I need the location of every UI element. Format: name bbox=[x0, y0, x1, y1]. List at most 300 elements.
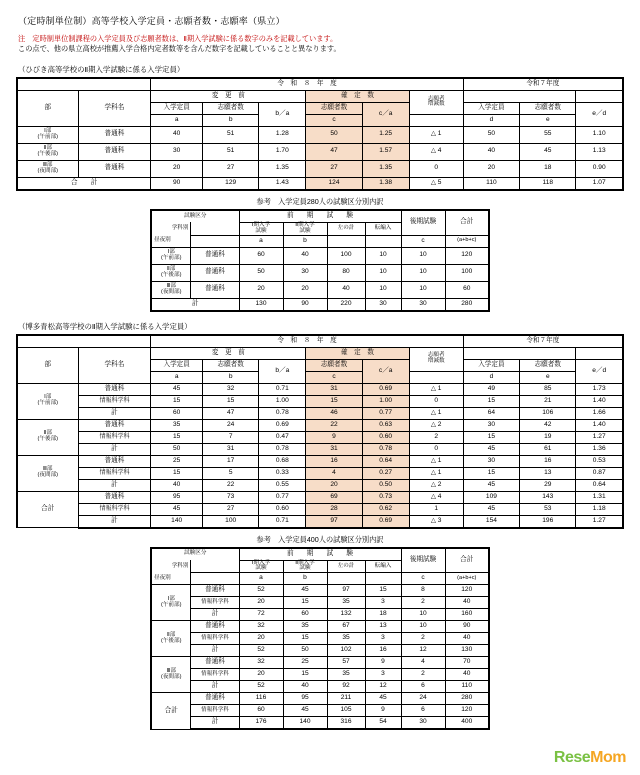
row-b: 140 bbox=[283, 717, 327, 730]
row-course: 普通科 bbox=[191, 621, 239, 633]
row-e: 106 bbox=[520, 407, 576, 419]
row-dept: Ⅰ部 (午前部) bbox=[17, 126, 78, 143]
row-ca: 0.60 bbox=[362, 431, 409, 443]
section1-year-right: 令和７年度 bbox=[463, 78, 623, 91]
row-total-label: 計 bbox=[151, 298, 239, 311]
table-row bbox=[151, 693, 489, 705]
header-d-label: 入学定員 bbox=[463, 102, 519, 114]
row-ten: 9 bbox=[365, 705, 401, 717]
table-row-total bbox=[17, 177, 623, 190]
row-sum: 67 bbox=[327, 621, 365, 633]
header-dept-row: 昼夜別 bbox=[151, 235, 191, 247]
row-a: 20 bbox=[239, 669, 283, 681]
header-sum-left: 左の計 bbox=[327, 560, 365, 573]
row-inc: 1 bbox=[409, 503, 463, 515]
row-sum: 102 bbox=[327, 645, 365, 657]
row-inc: △ 3 bbox=[409, 515, 463, 528]
row-sum: 132 bbox=[327, 609, 365, 621]
page-title: （定時制単位制）高等学校入学定員・志願者数・志願率（県立） bbox=[18, 16, 285, 26]
header-total: 合計 bbox=[445, 548, 489, 573]
row-d: 20 bbox=[463, 160, 519, 177]
header-ed: e／d bbox=[576, 359, 623, 383]
row-course: 普通科 bbox=[191, 281, 239, 298]
row-sum: 97 bbox=[327, 585, 365, 597]
row-sum: 316 bbox=[327, 717, 365, 730]
row-d: 15 bbox=[463, 395, 519, 407]
row-course: 普通科 bbox=[78, 455, 151, 467]
row-b: 15 bbox=[283, 597, 327, 609]
row-dept: 合計 bbox=[17, 491, 78, 528]
row-ten: 18 bbox=[365, 609, 401, 621]
row-e: 118 bbox=[520, 177, 576, 190]
row-course: 普通科 bbox=[191, 247, 239, 264]
header-course-row: 学科別 bbox=[151, 222, 191, 235]
row-course: 計 bbox=[78, 515, 151, 528]
row-a: 60 bbox=[151, 407, 203, 419]
row-dept: 合計 bbox=[151, 693, 191, 730]
table-row bbox=[17, 419, 623, 431]
row-e: 19 bbox=[520, 431, 576, 443]
row-course: 普通科 bbox=[78, 143, 151, 160]
header-c: c bbox=[401, 573, 445, 585]
row-c: 30 bbox=[401, 717, 445, 730]
row-ba: 0.71 bbox=[259, 383, 306, 395]
row-inc: △ 4 bbox=[409, 143, 463, 160]
header-sum-left: 左の計 bbox=[327, 222, 365, 235]
row-b: 5 bbox=[203, 467, 259, 479]
header-ratio-ba: b／a bbox=[259, 102, 306, 126]
row-course: 計 bbox=[78, 479, 151, 491]
header-applicant-increase: 志願者 増減数 bbox=[409, 90, 463, 114]
row-b: 60 bbox=[283, 609, 327, 621]
table-row bbox=[17, 395, 623, 407]
row-ca: 0.63 bbox=[362, 419, 409, 431]
row-course: 情報科学科 bbox=[78, 431, 151, 443]
row-b: 27 bbox=[203, 160, 259, 177]
row-dept: Ⅱ部 (午後部) bbox=[151, 621, 191, 657]
row-b: 17 bbox=[203, 455, 259, 467]
row-ten: 16 bbox=[365, 645, 401, 657]
header-abc: (a+b+c) bbox=[445, 235, 489, 247]
row-ed: 0.64 bbox=[576, 479, 623, 491]
row-ba: 0.78 bbox=[259, 407, 306, 419]
row-ed: 1.40 bbox=[576, 395, 623, 407]
row-total: 280 bbox=[445, 298, 489, 311]
row-a: 116 bbox=[239, 693, 283, 705]
row-c: 4 bbox=[401, 657, 445, 669]
row-ten: 10 bbox=[365, 281, 401, 298]
row-dept: Ⅱ部 (午後部) bbox=[151, 264, 191, 281]
row-course: 普通科 bbox=[78, 491, 151, 503]
row-ca: 0.27 bbox=[362, 467, 409, 479]
row-d: 109 bbox=[463, 491, 519, 503]
row-c: 27 bbox=[306, 160, 362, 177]
row-sum: 92 bbox=[327, 681, 365, 693]
row-a: 15 bbox=[151, 395, 203, 407]
row-dept: Ⅲ部 (夜間部) bbox=[17, 455, 78, 491]
table-row bbox=[151, 645, 489, 657]
row-b: 15 bbox=[283, 633, 327, 645]
header-ratio-ba: b／a bbox=[259, 359, 306, 383]
row-ba: 0.47 bbox=[259, 431, 306, 443]
header-e: e bbox=[520, 114, 576, 126]
row-a: 45 bbox=[151, 383, 203, 395]
row-ten: 15 bbox=[365, 585, 401, 597]
row-ed: 1.27 bbox=[576, 431, 623, 443]
row-course: 計 bbox=[191, 681, 239, 693]
row-ed: 1.73 bbox=[576, 383, 623, 395]
row-d: 40 bbox=[463, 143, 519, 160]
row-d: 45 bbox=[463, 503, 519, 515]
row-d: 30 bbox=[463, 455, 519, 467]
header-group-before: 変 更 前 bbox=[151, 347, 306, 359]
table-row bbox=[151, 609, 489, 621]
section1-table bbox=[16, 77, 624, 191]
row-dept: Ⅱ部 (午後部) bbox=[17, 143, 78, 160]
row-c: 24 bbox=[401, 693, 445, 705]
row-d: 154 bbox=[463, 515, 519, 528]
row-b: 51 bbox=[203, 143, 259, 160]
row-b: 30 bbox=[283, 264, 327, 281]
note-line-2: この点で、他の県立高校が推薦入学合格内定者数等を含んだ数字を記載していることと異なります。 bbox=[18, 44, 341, 54]
header-inc-blank bbox=[409, 114, 463, 126]
row-c: 6 bbox=[401, 681, 445, 693]
row-b: 100 bbox=[203, 515, 259, 528]
header-tennyu: 転編入 bbox=[365, 560, 401, 573]
row-a: 20 bbox=[239, 281, 283, 298]
row-c: 69 bbox=[306, 491, 362, 503]
header-zenki: 前 期 試 験 bbox=[239, 548, 401, 561]
row-a: 20 bbox=[239, 597, 283, 609]
header-tennyu: 転編入 bbox=[365, 222, 401, 235]
row-a: 52 bbox=[239, 585, 283, 597]
note-line-1: 注 定時制単位制課程の入学定員及び志願者数は、Ⅱ期入学試験に係る数字のみを記載しています。 bbox=[18, 34, 338, 43]
row-total: 160 bbox=[445, 609, 489, 621]
header-b: b bbox=[203, 371, 259, 383]
section1-year-left: 令 和 ８ 年 度 bbox=[151, 78, 463, 91]
row-course: 情報科学科 bbox=[191, 669, 239, 681]
row-b: 90 bbox=[283, 298, 327, 311]
row-course: 普通科 bbox=[78, 383, 151, 395]
row-a: 30 bbox=[151, 143, 203, 160]
row-c: 31 bbox=[306, 383, 362, 395]
header-e-label: 志願者数 bbox=[520, 102, 576, 114]
header-ratio-ca: c／a bbox=[362, 359, 409, 383]
header-kouki: 後期試験 bbox=[401, 210, 445, 235]
row-dept: Ⅲ部 (夜間部) bbox=[151, 657, 191, 693]
header-division: 試験区分 bbox=[151, 210, 239, 223]
table-row bbox=[151, 621, 489, 633]
row-course: 計 bbox=[191, 645, 239, 657]
row-a: 25 bbox=[151, 455, 203, 467]
row-ed: 0.87 bbox=[576, 467, 623, 479]
header-group-fixed: 確 定 数 bbox=[306, 347, 409, 359]
row-ca: 0.50 bbox=[362, 479, 409, 491]
row-course: 普通科 bbox=[191, 585, 239, 597]
row-ten: 54 bbox=[365, 717, 401, 730]
row-inc: △ 2 bbox=[409, 479, 463, 491]
section2-ref-heading: 参考 入学定員400人の試験区分別内訳 bbox=[256, 534, 384, 544]
header-b: b bbox=[203, 114, 259, 126]
row-a: 35 bbox=[151, 419, 203, 431]
row-a: 50 bbox=[151, 443, 203, 455]
row-d: 30 bbox=[463, 419, 519, 431]
row-sum: 40 bbox=[327, 281, 365, 298]
table-row bbox=[151, 264, 489, 281]
table-row bbox=[151, 657, 489, 669]
row-inc: △ 4 bbox=[409, 491, 463, 503]
row-ten: 45 bbox=[365, 693, 401, 705]
row-e: 13 bbox=[520, 467, 576, 479]
row-c: 12 bbox=[401, 645, 445, 657]
row-ca: 0.77 bbox=[362, 407, 409, 419]
row-d: 15 bbox=[463, 467, 519, 479]
row-c: 30 bbox=[401, 298, 445, 311]
row-b: 50 bbox=[283, 645, 327, 657]
row-course: 計 bbox=[191, 609, 239, 621]
row-total: 40 bbox=[445, 597, 489, 609]
row-sum: 35 bbox=[327, 669, 365, 681]
row-ed: 1.31 bbox=[576, 491, 623, 503]
row-c: 20 bbox=[306, 479, 362, 491]
row-a: 15 bbox=[151, 467, 203, 479]
row-inc: △ 1 bbox=[409, 455, 463, 467]
row-ten: 10 bbox=[365, 264, 401, 281]
table-row bbox=[17, 467, 623, 479]
row-inc: △ 2 bbox=[409, 419, 463, 431]
row-e: 29 bbox=[520, 479, 576, 491]
row-c: 4 bbox=[306, 467, 362, 479]
row-b: 31 bbox=[203, 443, 259, 455]
table-row bbox=[17, 143, 623, 160]
row-ed: 1.66 bbox=[576, 407, 623, 419]
header-c: c bbox=[401, 235, 445, 247]
row-d: 64 bbox=[463, 407, 519, 419]
header-division: 試験区分 bbox=[151, 548, 239, 561]
row-b: 22 bbox=[203, 479, 259, 491]
row-e: 45 bbox=[520, 143, 576, 160]
row-sum: 220 bbox=[327, 298, 365, 311]
table-row bbox=[151, 705, 489, 717]
row-ten: 30 bbox=[365, 298, 401, 311]
row-ba: 1.28 bbox=[259, 126, 306, 143]
table-row bbox=[151, 669, 489, 681]
row-a: 52 bbox=[239, 645, 283, 657]
section2-year-right: 令和７年度 bbox=[463, 335, 623, 348]
row-ca: 0.69 bbox=[362, 383, 409, 395]
row-c: 124 bbox=[306, 177, 362, 190]
row-ba: 0.77 bbox=[259, 491, 306, 503]
row-inc: △ 5 bbox=[409, 177, 463, 190]
row-a: 45 bbox=[151, 503, 203, 515]
row-ed: 0.53 bbox=[576, 455, 623, 467]
row-dept: Ⅰ部 (午前部) bbox=[151, 247, 191, 264]
row-b: 25 bbox=[283, 657, 327, 669]
section2-table bbox=[16, 334, 624, 529]
row-ca: 1.00 bbox=[362, 395, 409, 407]
row-ca: 1.57 bbox=[362, 143, 409, 160]
row-course: 情報科学科 bbox=[191, 597, 239, 609]
row-a: 32 bbox=[239, 657, 283, 669]
table-row bbox=[17, 431, 623, 443]
row-total: 90 bbox=[445, 621, 489, 633]
row-c: 10 bbox=[401, 264, 445, 281]
row-dept: Ⅰ部 (午前部) bbox=[17, 383, 78, 419]
row-b: 51 bbox=[203, 126, 259, 143]
header-ed: e／d bbox=[576, 102, 623, 126]
header-c: c bbox=[306, 371, 362, 383]
row-course: 情報科学科 bbox=[191, 705, 239, 717]
row-e: 143 bbox=[520, 491, 576, 503]
section1-ref-table bbox=[150, 209, 490, 312]
row-ed: 1.07 bbox=[576, 177, 623, 190]
row-a: 20 bbox=[239, 633, 283, 645]
row-total: 60 bbox=[445, 281, 489, 298]
header-course: 学科名 bbox=[78, 347, 151, 383]
row-c: 10 bbox=[401, 281, 445, 298]
header-i-nyu: Ⅰ期入学 試験 bbox=[239, 222, 283, 235]
row-ed: 1.27 bbox=[576, 515, 623, 528]
row-e: 61 bbox=[520, 443, 576, 455]
row-ca: 0.69 bbox=[362, 515, 409, 528]
header-applicants: 志願者数 bbox=[203, 359, 259, 371]
table-row bbox=[151, 633, 489, 645]
row-e: 53 bbox=[520, 503, 576, 515]
row-ba: 0.71 bbox=[259, 515, 306, 528]
row-ten: 10 bbox=[365, 247, 401, 264]
row-total: 70 bbox=[445, 657, 489, 669]
row-a: 15 bbox=[151, 431, 203, 443]
row-ba: 0.69 bbox=[259, 419, 306, 431]
row-course: 情報科学科 bbox=[191, 633, 239, 645]
row-dept: Ⅰ部 (午前部) bbox=[151, 585, 191, 621]
row-ca: 1.35 bbox=[362, 160, 409, 177]
row-inc: △ 1 bbox=[409, 467, 463, 479]
row-ed: 1.13 bbox=[576, 143, 623, 160]
header-dept: 部 bbox=[17, 90, 78, 126]
table-row-total bbox=[17, 515, 623, 528]
row-b: 15 bbox=[283, 669, 327, 681]
header-b: b bbox=[283, 573, 327, 585]
row-e: 196 bbox=[520, 515, 576, 528]
row-course: 普通科 bbox=[191, 657, 239, 669]
row-sum: 105 bbox=[327, 705, 365, 717]
header-b: b bbox=[283, 235, 327, 247]
table-row-total bbox=[151, 717, 489, 730]
row-ten: 9 bbox=[365, 657, 401, 669]
row-sum: 80 bbox=[327, 264, 365, 281]
row-c: 50 bbox=[306, 126, 362, 143]
row-a: 50 bbox=[239, 264, 283, 281]
header-a: a bbox=[239, 235, 283, 247]
row-a: 60 bbox=[239, 705, 283, 717]
row-b: 32 bbox=[203, 383, 259, 395]
row-ca: 0.64 bbox=[362, 455, 409, 467]
row-total: 40 bbox=[445, 669, 489, 681]
row-total: 280 bbox=[445, 693, 489, 705]
row-b: 15 bbox=[203, 395, 259, 407]
row-a: 95 bbox=[151, 491, 203, 503]
row-b: 35 bbox=[283, 621, 327, 633]
row-ed: 1.18 bbox=[576, 503, 623, 515]
row-course: 普通科 bbox=[78, 419, 151, 431]
header-course: 学科名 bbox=[78, 90, 151, 126]
row-dept: Ⅱ部 (午後部) bbox=[17, 419, 78, 455]
row-b: 27 bbox=[203, 503, 259, 515]
row-sum: 57 bbox=[327, 657, 365, 669]
table-row bbox=[17, 407, 623, 419]
row-d: 50 bbox=[463, 126, 519, 143]
header-a: a bbox=[151, 114, 203, 126]
row-c: 15 bbox=[306, 395, 362, 407]
row-a: 90 bbox=[151, 177, 203, 190]
row-ten: 3 bbox=[365, 597, 401, 609]
row-ed: 0.90 bbox=[576, 160, 623, 177]
row-b: 95 bbox=[283, 693, 327, 705]
row-a: 60 bbox=[239, 247, 283, 264]
row-inc: △ 1 bbox=[409, 126, 463, 143]
row-ed: 1.40 bbox=[576, 419, 623, 431]
header-a: a bbox=[151, 371, 203, 383]
header-zenki: 前 期 試 験 bbox=[239, 210, 401, 223]
row-ten: 12 bbox=[365, 681, 401, 693]
row-ba: 0.60 bbox=[259, 503, 306, 515]
row-c: 10 bbox=[401, 609, 445, 621]
row-ca: 1.38 bbox=[362, 177, 409, 190]
row-total: 120 bbox=[445, 247, 489, 264]
row-ca: 0.62 bbox=[362, 503, 409, 515]
row-total: 130 bbox=[445, 645, 489, 657]
header-a: a bbox=[239, 573, 283, 585]
row-sum: 100 bbox=[327, 247, 365, 264]
row-c: 10 bbox=[401, 247, 445, 264]
row-course: 普通科 bbox=[78, 126, 151, 143]
row-c: 9 bbox=[306, 431, 362, 443]
row-c: 28 bbox=[306, 503, 362, 515]
header-group-before: 変 更 前 bbox=[151, 90, 306, 102]
row-inc: △ 1 bbox=[409, 383, 463, 395]
row-inc: △ 1 bbox=[409, 407, 463, 419]
row-a: 72 bbox=[239, 609, 283, 621]
row-inc: 0 bbox=[409, 443, 463, 455]
row-total: 120 bbox=[445, 705, 489, 717]
row-d: 110 bbox=[463, 177, 519, 190]
row-sum: 35 bbox=[327, 633, 365, 645]
table-row bbox=[17, 383, 623, 395]
section2-heading: （博多青松高等学校のⅡ期入学試験に係る入学定員） bbox=[18, 321, 192, 331]
row-inc: 0 bbox=[409, 395, 463, 407]
row-e: 42 bbox=[520, 419, 576, 431]
header-admit: 入学定員 bbox=[151, 102, 203, 114]
row-b: 20 bbox=[283, 281, 327, 298]
header-group-fixed: 確 定 数 bbox=[306, 90, 409, 102]
table-row bbox=[17, 491, 623, 503]
row-course: 情報科学科 bbox=[78, 503, 151, 515]
row-ca: 0.73 bbox=[362, 491, 409, 503]
table-row bbox=[151, 585, 489, 597]
row-ba: 1.70 bbox=[259, 143, 306, 160]
row-e: 16 bbox=[520, 455, 576, 467]
header-c: c bbox=[306, 114, 362, 126]
row-b: 73 bbox=[203, 491, 259, 503]
row-c: 31 bbox=[306, 443, 362, 455]
row-course: 計 bbox=[78, 407, 151, 419]
row-course: 普通科 bbox=[78, 160, 151, 177]
row-b: 40 bbox=[283, 247, 327, 264]
row-course: 情報科学科 bbox=[78, 467, 151, 479]
row-dept: Ⅲ部 (夜間部) bbox=[17, 160, 78, 177]
header-fixed-applicants: 志願者数 bbox=[306, 359, 362, 371]
